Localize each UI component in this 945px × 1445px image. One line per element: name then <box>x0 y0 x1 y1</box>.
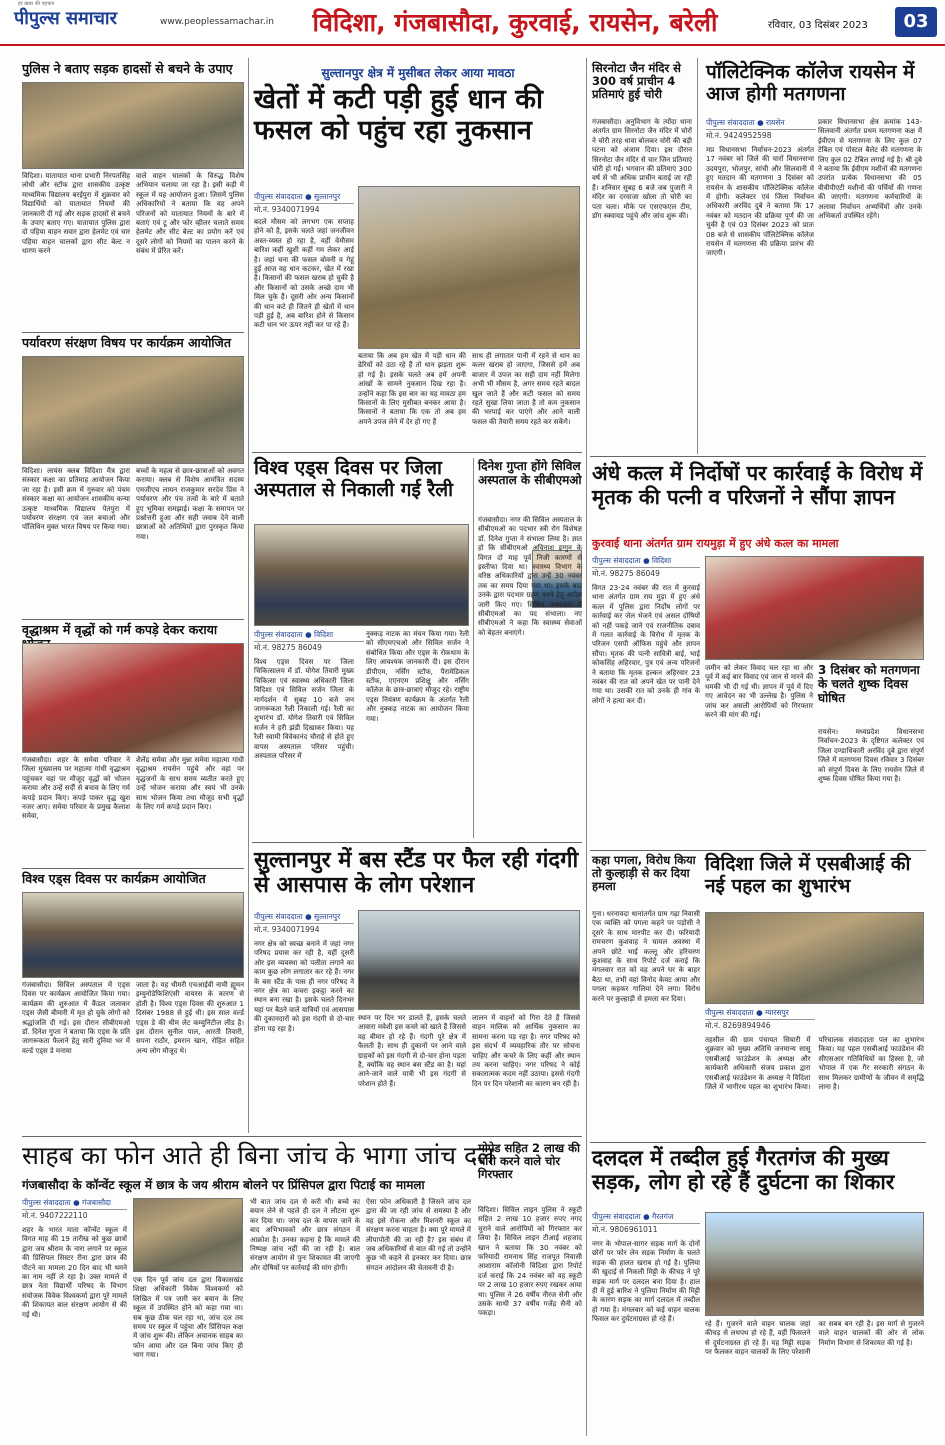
divider <box>22 619 244 620</box>
murder-mobile: मो.नं. 98275 86049 <box>592 569 660 578</box>
divider <box>252 452 582 453</box>
bus-stand-headline: सुल्तानपुर में बस स्टैंड पर फैल रही गंदगी से आसपास के लोग परेशान <box>254 848 579 899</box>
environment-body: विदिशा। लायंस क्लब विदिशा मैत्र द्वारा संस्कार कक्षा का प्रतिमाह आयोजन किया जा रहा है। इसी क्रम में गुरुवार को पंचम संस्कार कक्षा का आयोजन शासकीय कन्या उत्कृष्ट माध्यमिक विद्यालय पेतपुरा में पर्यावरण संरक्षण एवं जल बचाओ और पॉलिथिन मुक्त भारत विषय पर किया गया। <box>22 467 130 532</box>
lead-kicker: सुल्तानपुर क्षेत्र में मुसीबत लेकर आया मावठा <box>321 66 515 80</box>
cbmo-body: गंजबासौदा। नगर की सिविल अस्पताल के सीबीएमओ का पदभार स्त्री रोग विशेषज्ञ डॉ. दिनेश गुप्ता ने संभाला लिया है। ज्ञात हो कि सीबीएमओ अविनाश इग्गुन के विगत दो माह पूर्व निजी कारणों से इस्तीफा दिया था। स्वास्थ्य विभाग के वरिष्ठ अधिकारियों द्वारा उन्हें 30 नवंबर तक का समय दिया गया था। इसके बाद उनके द्वारा पदभार ग्रहण करने हेतु आदेश जारी किए गए। सिविल अस्पताल में सीबीएमओ का पद संभाला। नए सीबीएमओ ने कहा कि स्वास्थ्य सेवाओं को बेहतर बनाएंगे। <box>478 516 582 637</box>
moped-theft-body: विदिशा। सिविल लाइन पुलिस ने स्कूटी सहित 2 लाख 10 हजार रुपए नगद चुराने वाले आरोपियों को गिरफ्तार कर लिया है। सिविल लाइन टीआई शहजाद खान ने बताया कि 30 नवंबर को फरियादी रामनाथ सिंह राजपूत निवासी आशाराम कॉलोनी विदिशा द्वारा रिपोर्ट दर्ज कराई कि 24 नवंबर को वह स्कूटी पर 2 लाख 10 हजार रुपए रखकर आया था। पुलिस ने 26 वर्षीय नीरज सेनी और उसके साथी 37 वर्षीय गजेंद्र सैनी को पकड़ा। <box>478 1206 582 1318</box>
logo-tagline: हर खबर की पहचान <box>18 1 55 7</box>
bus-body-2: स्थान पर दिन भर डालते हैं, इसके चलते आवारा मवेशी इस कचरे को खाते हैं जिससे वह बीमार हो रहे हैं। गंदगी पूरे क्षेत्र में फैलती है। साथ ही दुकानों पर आने वाले ग्राहकों को इस गंदगी से दो-चार होना पड़ता है, क्योंकि यह स्थान बस स्टैंड का है। यहां आने-जाने वाले यात्री भी इस गंदगी से परेशान होते हैं। <box>358 1014 466 1088</box>
poll-body-2: प्रकार विधानसभा क्षेत्र क्रमांक 143-सिलवानी अंतर्गत प्रथम मतगणना कक्ष में ईवीएम से मतगणना के लिए कुल 07 टेबिल एवं पोस्टल बैलेट की मतगणना के लिए कुल 02 टेबिल लगाई गई है। श्री दुबे ने बताया कि ईवीएम मशीनों की मतगणना उपरांत प्रत्येक विधानसभा की 05 वीवीपीएटी मशीनों की पर्चियों की गणना की जाएगी। मतगणना कर्मचारियों के अलावा निर्वाचन अभ्यर्थियों और उनके अभिकर्ता उपस्थित रहेंगे। <box>818 118 922 221</box>
environment-event-photo <box>22 356 244 464</box>
old-age-home-body-2: शैलेंद्र समेवा और मुन्ना समेवा महात्मा गांधी वृद्धाश्रम रायसेन पहुंचे और वहां पर वृद्धजनों के साथ समय व्यतीत करते हुए उन्हें भोजन कराया और स्वयं भी उनके साथ भोजन किया तथा मौजूद सभी वृद्धों के लिए गर्म कपड़े प्रदान किए। <box>136 756 244 812</box>
counting-headline: पॉलिटेक्निक कॉलेज रायसेन में आज होगी मतगणना <box>706 61 915 105</box>
saheb-body-4: ऐसा फोन अधिकारी है जिसने जांच दल द्वारा की जा रही जांच से समस्या है और वह इसे रोकना और मिशनरी स्कूल का संरक्षण करना चाहता है। क्या पूरे मामले में लीपापोती की जा रही है? इस संबंध में जब अधिकारियों से बात की गई तो उन्होंने कुछ भी कहने से इनकार कर दिया। छात्र संगठन आंदोलन की चेतावनी दी है। <box>366 1198 471 1272</box>
classroom-photo <box>22 82 244 169</box>
rally-body-2: नुक्कड़ नाटक का मंचन किया गया। रैली को सीएमएचओ और सिविल सर्जन ने संबोधित किया और एड्स के रोकथाम के लिए आवश्यक जानकारी दी। इस दौरान डीपीएम, नर्सिंग स्टॉफ, पैरामेडिकल स्टॉफ, एएनएम प्रशिक्षु और नर्सिंग कॉलेज के छात्र-छात्राएं मौजूद रहे। राष्ट्रीय एड्स नियंत्रण कार्यक्रम के अंतर्गत रैली और नुक्कड़ नाटक का आयोजन किया गया। <box>366 630 469 723</box>
edition-date: रविवार, 03 दिसंबर 2023 <box>768 20 868 31</box>
murder-protest-headline: अंधे कत्ल में निर्दोषों पर कार्रवाई के विरोध में मृतक की पत्नी व परिजनों ने सौंपा ज्ञापन <box>592 461 923 509</box>
lead-mobile: मो.नं. 9340071994 <box>254 205 320 214</box>
sbi-initiative-headline: विदिशा जिले में एसबीआई की नई पहल का शुभारंभ <box>705 853 911 897</box>
saheb-body: शहर के भारत माता कॉन्वेंट स्कूल में विगत माह की 19 तारीख को कुछ छात्रों द्वारा जय श्रीराम के नारा लगाने पर स्कूल की प्रिंसिपल सिस्टर रीना द्वारा छात्र की पीटने का मामला 20 दिन बाद भी थमने का नाम नहीं ले रहा है। उक्त मामले में छात्र नेता विद्यार्थी परिषद के विभाग संयोजक विवेक विश्वकर्मा द्वारा पूरे मामले की शिकायत बाल संरक्षण आयोग से की गई थी। <box>22 1226 127 1319</box>
road-safety-body: विदिशा। यातायात थाना प्रभारी निरपतसिंह लोधी और स्टॉफ द्वारा शासकीय उत्कृष्ट माध्यमिक विद्यालय बरईपुरा में शुक्रवार को विद्यार्थियों को यातायात नियमों की जानकारी दी गई और सड़क हादसों से बचने के उपाए बताए गए। यातायात पुलिस द्वारा दो पहिया वाहन सवार द्वारा हेलमेट एवं चार पहिया वाहन चालकों द्वारा सीट बेल्ट न धारण करने <box>22 172 130 256</box>
bus-body: नगर क्षेत्र को स्वच्छ बनाने में जहां नगर परिषद प्रयास कर रही है, वहीं दूसरी ओर इस व्यवस्था को पलीता लगाने का काम कुछ लोग लगातार कर रहे हैं। नगर के बस स्टैंड के पास ही नगर परिषद ने नगर क्षेत्र का कचरा इकट्ठा करने का स्थान बना रखा है। इसके चलते दिनभर यहां पर बैठने वाले यात्रियों एवं आसपास की दुकानदारों को इस गंदगी से दो-चार होना पड़ रहा है। <box>254 940 354 1033</box>
bus-mobile: मो.नं. 9340071994 <box>254 925 320 934</box>
lead-body: बदले मौसम को लगभग एक सप्ताह होने को है, इसके चलते जहां जनजीवन अस्त-व्यस्त हो रहा है, वहीं वेमौसम बारिश कहीं खुशी कहीं गम लेकर आई है। जहां चना की फसल बोवनी व गेहूं हुई आज वह धान कटकर, खेत में रखा है। किसानों की फसल खराब हो चुकी है और किसानों को उसके अच्छे दाम भी मिल चुके हैं। दूसरी ओर अन्य किसानों की धान कटे ही जितने ही खेतों में धान पड़ी हुई है, अब बारिश होने से किसान कटी धान भर ऊपर नहीं कर पा रहे हैं। <box>254 218 354 330</box>
bus-byline: पीपुल्स संवाददाता ● सुल्तानपुर <box>254 912 354 924</box>
temple-theft-body: गंजबासौदा। अनुविभाग के त्योंदा थाना अंतर्गत ग्राम सिरनोटा जैन मंदिर में चोरों ने चोरी तरह धावा बोलकर चोरी की बड़ी घटना को अंजाम दिया। इस दौरान सिरनोटा जैन मंदिर से चार जिन प्रतिमाएं चोरी हो गईं। भगवान की प्रतिमाएं 300 वर्ष से भी अधिक प्राचीन बताई जा रही हैं। शनिवार सुबह 6 बजे जब पुजारी ने मंदिर का दरवाजा खोला तो चोरी का पता चला। मौके पर एसएफएल टीम, डॉग स्क्वायड पहुंचे और जांच शुरू की। <box>592 118 692 221</box>
saheb-subheadline: गंजबासौदा के कॉन्वेंट स्कूल में छात्र के जय श्रीराम बोलने पर प्रिंसिपल द्वारा पिटाई का मामला <box>22 1178 425 1192</box>
poll-body: मप्र विधानसभा निर्वाचन-2023 अंतर्गत 17 नवंबर को जिले की चारों विधानसभा उदयपुरा, भोजपुर, सांची और सिलवानी में हुए मतदान की मतगणना 3 दिसंबर को रायसेन के शासकीय पॉलिटेक्निक कॉलेज में होगी। कलेक्टर एवं जिला निर्वाचन अधिकारी अरविंद दुबे ने बताया कि 17 नवंबर को मतदान की प्रक्रिया पूर्ण की जा चुकी है एवं 03 दिसंबर 2023 को प्रातः 08 बजे से शासकीय पॉलिटेक्निक कॉलेज रायसेन में मतगणना की प्रक्रिया प्रारंभ की जाएगी। <box>706 146 814 258</box>
road-safety-headline: पुलिस ने बताए सड़क हादसों से बचने के उपाए <box>22 61 233 76</box>
lead-headline: खेतों में कटी पड़ी हुई धान की फसल को पहुंच रहा नुकसान <box>254 84 544 147</box>
murder-subheadline: कुरवाई थाना अंतर्गत ग्राम रायमुड़ा में हुए अंधे कत्ल का मामला <box>592 537 839 550</box>
newspaper-logo[interactable]: पीपुल्स समाचार <box>14 8 117 29</box>
bus-stand-photo <box>358 910 580 1010</box>
protest-memorandum-photo <box>705 556 924 660</box>
road-safety-body-2: वाले वाहन चालकों के विरुद्ध विशेष अभियान चलाया जा रहा है। इसी कड़ी में स्कूल में यह आयोजन हुआ। जिसमें पुलिस अधिकारियों ने बताया कि वह अपने परिजनों को यातायात नियमों के बारे में बताएं एवं टू और फोर व्हीलर चलाते समय हेलमेट और सीट बेल्ट का प्रयोग करें एवं दूसरे लोगों को नियमों का पालन करने के संबंध में प्रेरित करें। <box>136 172 244 256</box>
aids-day-headline: विश्व एड्स दिवस पर कार्यक्रम आयोजित <box>22 871 206 886</box>
sbi-event-photo <box>705 912 924 1004</box>
sbi-byline: पीपुल्स संवाददाता ● ग्यारसपुर <box>705 1008 815 1020</box>
rally-body: विश्व एड्स दिवस पर जिला चिकित्सालय में डॉ. योगेश तिवारी मुख्य चिकित्सा एवं स्वास्थ्य अधिकारी जिला विदिशा एवं सिविल सर्जन जिला के मार्गदर्शन में सुबह 10 बजे जन जागरूकता रैली निकाली गई। रैली का शुभारंभ डॉ. योगेश तिवारी एवं सिविल सर्जन ने हरी झंडी दिखाकर किया। यह रैली स्वामी विवेकानंद चौराहे से होते हुए वापस अस्पताल परिसर पहुंची। अस्पताल परिसर में <box>254 658 354 761</box>
aids-day-group-photo <box>22 892 244 978</box>
murder-body: विगत 23-24 नवंबर की रात में कुरवाई थाना अंतर्गत ग्राम राय मुड़ा में हुए अंधे कत्ल में पुलिस द्वारा निर्दोष लोगों पर कार्रवाई कर जेल भेजने एवं असल दोषियों को नहीं पकड़े जाने एवं राजनीतिक दबाव में गलत कार्रवाई के विरोध में मृतक के परिजन एसपी ऑफिस पहुंचे और ज्ञापन सौंपा। मृतक की पत्नी सावित्री बाई, भाई कोकसिंह अहिरवार, पुत्र एवं अन्य परिजनों ने बताया कि मृतक हल्कन अहिरवार 23 नवंबर की रात को अपने खेत पर पानी देने गया था। उसकी रात को उनके ही गांव के लोगों ने हत्या कर दी। <box>592 584 700 705</box>
aids-day-body: गंजबासौदा। सिविल अस्पताल में एड्स दिवस पर कार्यक्रम आयोजित किया गया। कार्यक्रम की शुरुआत में कैंडल जलाकर एड्स जैसी बीमारी में मृत हो चुके लोगों को श्रद्धांजलि दी गई। इस दौरान सीबीएमओ डॉ. दिनेश गुप्ता ने बताया कि एड्स के प्रति जागरूकता फैलाने हेतु सारी दुनिया भर में वर्ल्ड एड्स डे मनाया <box>22 981 130 1055</box>
divider <box>22 1136 582 1137</box>
aids-rally-headline: विश्व एड्स दिवस पर जिला अस्पताल से निकाली गई रैली <box>254 457 454 501</box>
sbi-body: तहसील की ग्राम पंचायत सियारी में शुक्रवार को मुख्य अतिथि जनमान्य सासू एसबीआई फाउंडेशन के अध्यक्ष और कार्यकारी अधिकारी संजय प्रकाश द्वारा एसबीआई फाउंडेशन के अध्यक्ष ने विदिशा जिले में भागीरथ पहल का शुभारंभ किया। परिचालक संवाददाता पल का शुभारंभ किया। यह पहल एसबीआई फाउंडेशन की सीएसआर गतिविधियों का हिस्सा है, जो भोपाल में एक गैर सरकारी संगठन के साथ मिलकर ग्रामीणों के जीवन में समृद्धि लाना है। <box>705 1036 924 1092</box>
aids-day-body-2: जाता है। यह थीमरी एचआईवी नामी ह्यूमन इम्युनोडेफिशिएंसी वायरस के कारण से होती है। विश्व एड्स दिवस की शुरुआत 1 दिसंबर 1988 से हुई थी। इस साल वर्ल्ड एड्स डे की थीम लेट कम्युनिटीज लीड है। इस दौरान सुनील पाल, आरती तिवारी, सपना राठौर, इमरान खान, रोहित सहित अन्य लोग मौजूद थे। <box>136 981 244 1055</box>
column-rule <box>473 458 474 838</box>
column-rule <box>586 58 587 1436</box>
saheb-mobile: मो.नं. 9407222110 <box>22 1211 88 1220</box>
rally-mobile: मो.नं. 98275 86049 <box>254 643 322 652</box>
lead-body-2: बताया कि अब हम खेत में पड़ी धान की ढेरियों को उठा रहे हैं तो धान झड़ता शुरू हो गई है। इसके चलते अब हमें अपनी आंखों के सामने नुकसान दिख रहा है। उन्होंने कहा कि इस बार का यह मावठा हम किसानों के लिए मुसीबत बनकर आया है। किसानों ने बताया कि एक तो अब हम अपने उपज लेने में देर हो गए हैं <box>358 352 466 426</box>
road2-body-2: रहे हैं। गुजरने वाले वाहन चालक जहां कीचड़ से लथपथ हो रहे हैं, वहीं फिसलने से दुर्घटनाग्रस्त हो रहे हैं। यह मिट्टी सड़क पर फैलकर वाहन चालकों के लिए परेशानी का सबब बन रही है। इस मार्ग से गुजरने वाले वाहन चालकों की ओर से लोक निर्माण विभाग से शिकायत की गई है। <box>705 1320 924 1357</box>
poll-byline: पीपुल्स संवाददाता ● रायसेन <box>706 118 816 130</box>
saheb-body-3: भी बात जांच दल से करी थी। बच्चे का बयान लेने से पहले ही दल ने लौटना शुरू कर दिया था। जांच दल के वापस जाने के बाद अभिभावकों और छात्र संगठन में आक्रोश है। उनका कहना है कि मामले की निष्पक्ष जांच नहीं की जा रही है। बाल संरक्षण आयोग से पुनः शिकायत की जाएगी और दोषियों पर कार्रवाई की मांग होगी। <box>250 1198 360 1272</box>
old-age-home-body: गंजबासौदा। शहर के समेवा परिवार ने जिला मुख्यालय पर महात्मा गांधी वृद्धाश्रम पहुंचकर वहां पर मौजूद वृद्धों को भोजन कराया और उन्हें सर्दी से बचाव के लिए गर्म कपड़े प्रदान किए। कपड़े पाकर वृद्ध खुश नजर आए। समेवा परिवार के प्रमुख कैलाश समेवा, <box>22 756 130 821</box>
rally-byline: पीपुल्स संवाददाता ● विदिशा <box>254 630 364 642</box>
murder-byline: पीपुल्स संवाददाता ● विदिशा <box>592 556 700 568</box>
saheb-headline: साहब का फोन आते ही बिना जांच के भागा जांच दल <box>22 1141 495 1170</box>
masthead <box>0 0 945 46</box>
temple-theft-headline: सिरनोटा जैन मंदिर से 300 वर्ष प्राचीन 4 प्रतिमाएं हुई चोरी <box>592 61 681 102</box>
old-age-home-headline: वृद्धाश्रम में वृद्धों को गर्म कपड़े देकर कराया <box>22 622 218 637</box>
dry-day-body: रायसेन। मध्यप्रदेश विधानसभा निर्वाचन-2023 के दृष्टिगत कलेक्टर एवं जिला दण्डाधिकारी अरविंद दुबे द्वारा संपूर्ण जिले में मतगणना दिवस रविवार 3 दिसंबर को संपूर्ण दिवस के लिए रायसेन जिले में शुष्क दिवस घोषित किया गया है। <box>818 728 924 784</box>
page-title: विदिशा, गंजबासौदा, कुरवाई, रायसेन, बरेली <box>312 8 718 37</box>
environment-headline: पर्यावरण संरक्षण विषय पर कार्यक्रम आयोजित <box>22 335 231 350</box>
poll-mobile: मो.नं. 9424952598 <box>706 131 772 140</box>
muddy-road-photo <box>705 1212 924 1316</box>
road2-mobile: मो.नं. 9806961011 <box>592 1225 658 1234</box>
divider <box>252 842 582 843</box>
aids-rally-photo <box>254 524 469 626</box>
cbmo-headline: दिनेश गुप्ता होंगे सिविल अस्पताल के सीबीएमओ <box>478 459 582 487</box>
road2-body: नगर के भोपाल-सागर सड़क मार्ग के दोनों छोरों पर फोर लेन सड़क निर्माण के चलते सड़क की हालत खराब हो गई है। पुलिया की खुदाई से निकली मिट्टी के कीचड़ ने पूरे सड़क मार्ग पर दलदल बना दिया है। हाल ही में हुई बारिश ने पुलिया निर्माण की मिट्टी के कारण सड़क का मार्ग दलदल में तब्दील हो गया है। मंगलवार को कई वाहन चालक फिसल कर दुर्घटनाग्रस्त हो रहे हैं। <box>592 1240 700 1324</box>
divider <box>22 332 244 333</box>
website-link[interactable]: www.peoplessamachar.in <box>160 17 274 27</box>
lead-body-3: साथ ही लगातार पानी में रहने से धान का कलर खराब हो जाएगा, जिससे हमें अब बाजार में उपज का सही दाम नहीं मिलेगा अभी भी मौसम है, अगर समय रहते बादल खुल जाते हैं और कटी फसल को समय रहते सुखा लिया जाता है तो कम नुकसान की भरपाई कर पाएंगे और आने वाली फसल की तैयारी समय रहते कर सकेंगे। <box>472 352 580 426</box>
axe-attack-headline: कहा पगला, विरोध किया तो कुल्हाड़ी से कर दिया हमला <box>592 853 696 894</box>
moped-theft-headline: मोपेड सहित 2 लाख की चोरी करने वाले चोर गिरफ्तार <box>478 1141 580 1182</box>
lead-byline: पीपुल्स संवाददाता ● सुल्तानपुर <box>254 192 354 204</box>
school-building-photo <box>133 1198 243 1272</box>
environment-body-2: बच्चों के महत्व से छात्र-छात्राओं को अवगत कराया। क्लब से विशेष आमंत्रित सदस्य एमजीएच लायन राजकुमार सरदेव प्रिंस ने पर्यावरण और पंच तत्वों के बारे में बताते हुए भूमिका समझाई। कक्षा के समापन पर प्रश्नोत्तरी हुआ और सही जवाब देने वाली छात्राओं को अतिथियों द्वारा पुरस्कृत किया गया। <box>136 467 244 541</box>
column-rule <box>697 58 698 454</box>
saheb-byline: पीपुल्स संवाददाता ● गंजबासौदा <box>22 1198 127 1210</box>
divider <box>590 456 926 457</box>
murder-body-2: जमीन को लेकर विवाद चल रहा था और पूर्व में कई बार विवाद एवं जान से मारने की धमकी भी दी गई थी। ज्ञापन में पूर्व में दिए गए आवेदन का भी उल्लेख है। पुलिस ने जांच कर असली आरोपियों को गिरफ्तार करने की मांग की गई। <box>705 664 814 720</box>
bus-body-3: लालन में वाहनों को गिरा देते हैं जिससे वाहन मालिक को आर्थिक नुकसान का सामना करना पड़ रहा है। नगर परिषद को इस संदर्भ में व्यवहारिक तौर पर सोचना चाहिए और कचरे के लिए कहीं और स्थान तय करना चाहिए। नगर परिषद ने कोई सकारात्मक कदम नहीं उठाया। इससे गंदगी दिन पर दिन परेशानी का कारण बन रही है। <box>472 1014 580 1088</box>
saheb-body-2: एक दिन पूर्व जांच दल द्वारा विकासखंड शिक्षा अधिकारी विवेक विश्वकर्मा को लिखित में पत्र जारी कर बयान के लिए स्कूल में उपस्थित होने को कहा गया था। सब कुछ ठीक चल रहा था, जांच दल तय समय पर स्कूल में पहुंचा और प्रिंसिपल कक्ष में जांच शुरू की। लेकिन अचानक साहब का फोन आया और दल बिना जांच किए ही भाग गया। <box>133 1276 243 1360</box>
dry-day-headline: 3 दिसंबर को मतगणना के चलते शुष्क दिवस घोषित <box>818 663 920 705</box>
page-number: 03 <box>895 7 937 37</box>
old-age-home-photo <box>22 643 244 753</box>
muddy-road-headline: दलदल में तब्दील हुई गैरतगंज की मुख्य सड़क, लोग हो रहे हैं दुर्घटना का शिकार <box>592 1146 895 1195</box>
sbi-mobile: मो.नं. 8269894946 <box>705 1021 771 1030</box>
column-rule <box>248 58 249 1133</box>
paddy-field-photo <box>358 186 580 349</box>
divider <box>22 868 244 869</box>
road2-byline: पीपुल्स संवाददाता ● गैरतगंज <box>592 1212 700 1224</box>
divider <box>590 1142 926 1143</box>
axe-attack-body: गुना। धरनावदा थानांतर्गत ग्राम गढ़ा निवासी एक व्यक्ति को पगला कहने पर पड़ोसी ने दूसरे के साथ मारपीट कर दी। फरियादी रामचरण कुशवाह ने घायल अवस्था में अपने छोटे भाई कल्लू और हरिचरण कुशवाह के साथ रिपोर्ट दर्ज कराई कि मंगलवार रात को वह अपने घर के बाहर बैठा था, तभी वहां विनोद केवट आया और पगला कहकर गालियां देने लगा। विरोध करने पर कुल्हाड़ी से हमला कर दिया। <box>592 910 700 1003</box>
divider <box>590 850 926 851</box>
